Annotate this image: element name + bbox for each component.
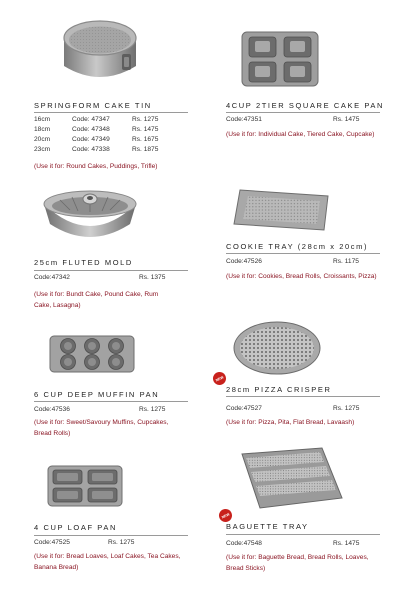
loaf-pan-title: 4 CUP LOAF PAN [34,523,117,532]
cookie-tray-use: (Use it for: Cookies, Bread Rolls, Croissants, Pizza) [226,273,377,280]
springform-title: SPRINGFORM CAKE TIN [34,101,152,110]
loaf-pan-code: Code:47525 [34,539,70,546]
baguette-tray-code: Code:47548 [226,540,262,547]
muffin-pan-rule [34,401,188,402]
baguette-tray-rule [226,534,380,535]
square-pan-price: Rs. 1475 [333,116,360,123]
cookie-tray-image [232,186,332,234]
springform-rule [34,112,188,113]
baguette-tray-title: BAGUETTE TRAY [226,522,309,531]
muffin-pan-code: Code:47536 [34,406,70,413]
pizza-crisper-code: Code:47527 [226,405,262,412]
pizza-crisper-image [232,318,322,376]
loaf-pan-image [46,464,124,508]
code-label: Code: 47349 [72,136,110,143]
springform-use: (Use it for: Round Cakes, Puddings, Trifle) [34,163,158,170]
cookie-tray-code: Code:47526 [226,258,262,265]
cookie-tray-rule [226,253,380,254]
cookie-tray-title: COOKIE TRAY (28cm x 20cm) [226,242,369,251]
fluted-mold-use: (Use it for: Bundt Cake, Pound Cake, Rum Cake, Lasagna) [34,291,159,309]
fluted-mold-rule [34,270,188,271]
muffin-pan-use: (Use it for: Sweet/Savoury Muffins, Cupcakes, Bread Rolls) [34,419,169,437]
code-label: Code: 47347 [72,116,110,123]
fluted-mold-price: Rs. 1375 [139,274,166,281]
square-pan-code: Code:47351 [226,116,262,123]
square-pan-title: 4CUP 2TIER SQUARE CAKE PAN [226,101,385,110]
fluted-mold-code: Code:47342 [34,274,70,281]
price-label: Rs. 1675 [132,136,159,143]
loaf-pan-price: Rs. 1275 [108,539,135,546]
pizza-crisper-rule [226,396,380,397]
size-label: 18cm [34,126,51,133]
square-pan-use: (Use it for: Individual Cake, Tiered Cake, Cupcake) [226,131,375,138]
pizza-crisper-use: (Use it for: Pizza, Pita, Flat Bread, Lavaash) [226,419,355,426]
price-label: Rs. 1275 [132,116,159,123]
baguette-tray-image [238,446,348,512]
muffin-pan-image [48,334,136,374]
square-pan-image [240,28,320,90]
price-label: Rs. 1475 [132,126,159,133]
baguette-tray-price: Rs. 1475 [333,540,360,547]
size-label: 20cm [34,136,51,143]
new-badge: NEW [211,370,228,387]
size-label: 23cm [34,146,51,153]
fluted-mold-image [40,188,140,244]
muffin-pan-title: 6 CUP DEEP MUFFIN PAN [34,390,160,399]
size-label: 16cm [34,116,51,123]
loaf-pan-rule [34,535,188,536]
square-pan-rule [226,112,380,113]
code-label: Code: 47348 [72,126,110,133]
fluted-mold-title: 25cm FLUTED MOLD [34,258,133,267]
baguette-tray-use: (Use it for: Baguette Bread, Bread Rolls, Loaves, Bread Sticks) [226,554,369,572]
price-label: Rs. 1875 [132,146,159,153]
code-label: Code: 47338 [72,146,110,153]
muffin-pan-price: Rs. 1275 [139,406,166,413]
loaf-pan-use: (Use it for: Bread Loaves, Loaf Cakes, Tea Cakes, Banana Bread) [34,553,181,571]
springform-row [34,116,50,123]
springform-pan-image [58,14,142,88]
pizza-crisper-price: Rs. 1275 [333,405,360,412]
pizza-crisper-title: 28cm PIZZA CRISPER [226,385,332,394]
new-badge: NEW [217,507,234,524]
cookie-tray-price: Rs. 1175 [333,258,359,265]
